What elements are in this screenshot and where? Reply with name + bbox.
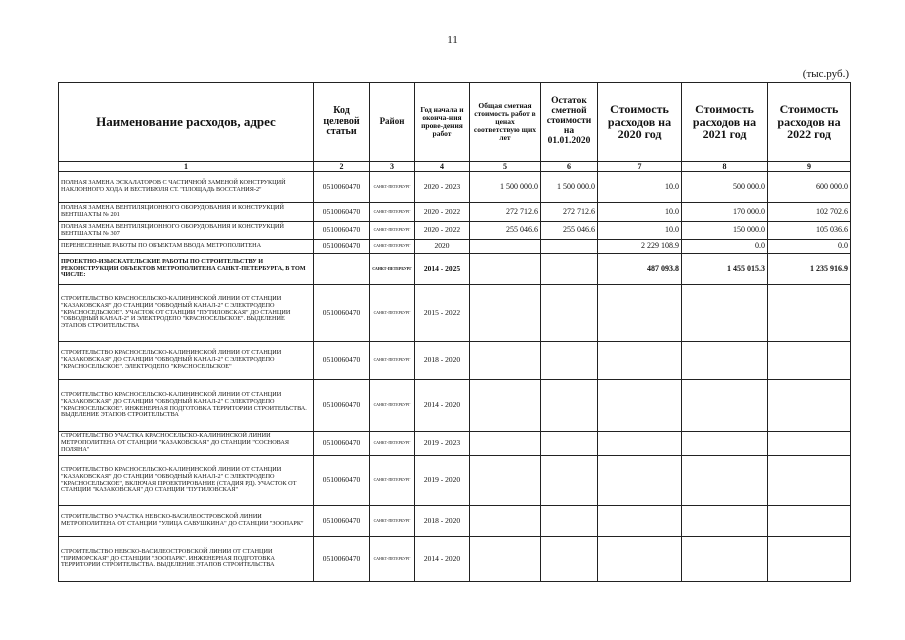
- total-cost-cell: [470, 285, 541, 342]
- table-row: [59, 285, 851, 342]
- header-cost-2022: Стоимость расходов на 2022 год: [768, 83, 851, 162]
- cost-2020-cell: 487 093.8: [598, 254, 682, 285]
- target-code-cell: 0510060470: [314, 456, 370, 506]
- target-code-cell: 0510060470: [314, 203, 370, 222]
- cost-2021-cell: [682, 456, 768, 506]
- remaining-cost-cell: [541, 240, 598, 254]
- work-period-cell: 2018 - 2020: [415, 342, 470, 380]
- total-cost-cell: [470, 537, 541, 582]
- district-cell: САНКТ-ПЕТЕРБУРГ: [370, 506, 415, 537]
- expense-name-cell: СТРОИТЕЛЬСТВО КРАСНОСЕЛЬСКО-КАЛИНИНСКОЙ ЛИНИИ ОТ СТАНЦИИ "КАЗАКОВСКАЯ" ДО СТАНЦИИ "ОБВОДНЫЙ КАНАЛ-2" С ЭЛЕКТРОДЕПО "КРАСНОСЕЛЬСКОЕ". ЭЛЕКТРОДЕПО "КРАСНОСЕЛЬСКОЕ": [59, 342, 314, 380]
- remaining-cost-cell: [541, 456, 598, 506]
- work-period-cell: 2014 - 2025: [415, 254, 470, 285]
- expense-name-cell: СТРОИТЕЛЬСТВО КРАСНОСЕЛЬСКО-КАЛИНИНСКОЙ ЛИНИИ ОТ СТАНЦИИ "КАЗАКОВСКАЯ" ДО СТАНЦИИ "ОБВОДНЫЙ КАНАЛ-2" С ЭЛЕКТРОДЕПО "КРАСНОСЕЛЬСКОЕ", ВКЛЮЧАЯ ПРОЕКТИРОВАНИЕ (СТАДИЯ РД). УЧАСТОК ОТ СТАНЦИИ "КАЗАКОВСКАЯ" ДО СТАНЦИИ "ПУТИЛОВСКАЯ": [59, 456, 314, 506]
- work-period-cell: 2014 - 2020: [415, 537, 470, 582]
- total-cost-cell: [470, 432, 541, 456]
- header-remaining-cost: Остаток сметной стоимости на 01.01.2020: [541, 83, 598, 162]
- district-cell: САНКТ-ПЕТЕРБУРГ: [370, 172, 415, 203]
- column-number: 2: [314, 162, 370, 172]
- district-cell: САНКТ-ПЕТЕРБУРГ: [370, 240, 415, 254]
- total-cost-cell: [470, 254, 541, 285]
- target-code-cell: 0510060470: [314, 506, 370, 537]
- table-row: [59, 342, 851, 380]
- table-row: [59, 222, 851, 240]
- target-code-cell: 0510060470: [314, 380, 370, 432]
- total-cost-cell: [470, 456, 541, 506]
- column-number-row: [59, 162, 851, 172]
- column-number: 5: [470, 162, 541, 172]
- column-number: 9: [768, 162, 851, 172]
- district-cell: САНКТ-ПЕТЕРБУРГ: [370, 432, 415, 456]
- header-row: [59, 83, 851, 162]
- header-code: Код целевой статьи: [314, 83, 370, 162]
- remaining-cost-cell: [541, 432, 598, 456]
- cost-2022-cell: 0.0: [768, 240, 851, 254]
- table-row: [59, 203, 851, 222]
- cost-2020-cell: [598, 285, 682, 342]
- total-cost-cell: 1 500 000.0: [470, 172, 541, 203]
- remaining-cost-cell: 1 500 000.0: [541, 172, 598, 203]
- header-cost-2021: Стоимость расходов на 2021 год: [682, 83, 768, 162]
- cost-2021-cell: [682, 380, 768, 432]
- cost-2021-cell: 0.0: [682, 240, 768, 254]
- budget-table: [58, 82, 851, 582]
- cost-2020-cell: 2 229 108.9: [598, 240, 682, 254]
- table-row: [59, 240, 851, 254]
- district-cell: САНКТ-ПЕТЕРБУРГ: [370, 254, 415, 285]
- district-cell: САНКТ-ПЕТЕРБУРГ: [370, 456, 415, 506]
- remaining-cost-cell: [541, 254, 598, 285]
- cost-2020-cell: 10.0: [598, 172, 682, 203]
- remaining-cost-cell: [541, 380, 598, 432]
- remaining-cost-cell: 272 712.6: [541, 203, 598, 222]
- cost-2021-cell: 150 000.0: [682, 222, 768, 240]
- header-total-cost: Общая сметная стоимость работ в ценах соответствую щих лет: [470, 83, 541, 162]
- work-period-cell: 2018 - 2020: [415, 506, 470, 537]
- total-cost-cell: [470, 240, 541, 254]
- expense-name-cell: ПОЛНАЯ ЗАМЕНА ВЕНТИЛЯЦИОННОГО ОБОРУДОВАНИЯ И КОНСТРУКЦИЙ ВЕНТШАХТЫ № 307: [59, 222, 314, 240]
- work-period-cell: 2020 - 2023: [415, 172, 470, 203]
- expense-name-cell: СТРОИТЕЛЬСТВО НЕВСКО-ВАСИЛЕОСТРОВСКОЙ ЛИНИИ ОТ СТАНЦИИ "ПРИМОРСКАЯ" ДО СТАНЦИИ "ЗООПАРК". ИНЖЕНЕРНАЯ ПОДГОТОВКА ТЕРРИТОРИИ СТРОИТЕЛЬСТВА. ВЫДЕЛЕНИЕ ЭТАПОВ СТРОИТЕЛЬСТВА: [59, 537, 314, 582]
- work-period-cell: 2019 - 2020: [415, 456, 470, 506]
- work-period-cell: 2020 - 2022: [415, 203, 470, 222]
- header-cost-2020: Стоимость расходов на 2020 год: [598, 83, 682, 162]
- column-number: 1: [59, 162, 314, 172]
- district-cell: САНКТ-ПЕТЕРБУРГ: [370, 285, 415, 342]
- target-code-cell: 0510060470: [314, 432, 370, 456]
- target-code-cell: 0510060470: [314, 342, 370, 380]
- header-name: Наименование расходов, адрес: [59, 83, 314, 162]
- table-row: [59, 172, 851, 203]
- cost-2020-cell: [598, 506, 682, 537]
- expense-name-cell: ПЕРЕНЕСЕННЫЕ РАБОТЫ ПО ОБЪЕКТАМ ВВОДА МЕТРОПОЛИТЕНА: [59, 240, 314, 254]
- target-code-cell: 0510060470: [314, 285, 370, 342]
- remaining-cost-cell: [541, 285, 598, 342]
- remaining-cost-cell: [541, 506, 598, 537]
- cost-2020-cell: 10.0: [598, 222, 682, 240]
- district-cell: САНКТ-ПЕТЕРБУРГ: [370, 203, 415, 222]
- cost-2021-cell: 500 000.0: [682, 172, 768, 203]
- cost-2022-cell: [768, 456, 851, 506]
- cost-2022-cell: [768, 380, 851, 432]
- remaining-cost-cell: [541, 342, 598, 380]
- cost-2022-cell: 102 702.6: [768, 203, 851, 222]
- cost-2020-cell: [598, 342, 682, 380]
- district-cell: САНКТ-ПЕТЕРБУРГ: [370, 222, 415, 240]
- cost-2022-cell: 1 235 916.9: [768, 254, 851, 285]
- work-period-cell: 2015 - 2022: [415, 285, 470, 342]
- cost-2022-cell: 600 000.0: [768, 172, 851, 203]
- table-row: [59, 456, 851, 506]
- column-number: 3: [370, 162, 415, 172]
- cost-2021-cell: [682, 506, 768, 537]
- column-number: 4: [415, 162, 470, 172]
- total-cost-cell: 255 046.6: [470, 222, 541, 240]
- cost-2022-cell: [768, 285, 851, 342]
- expense-name-cell: СТРОИТЕЛЬСТВО КРАСНОСЕЛЬСКО-КАЛИНИНСКОЙ ЛИНИИ ОТ СТАНЦИИ "КАЗАКОВСКАЯ" ДО СТАНЦИИ "ОБВОДНЫЙ КАНАЛ-2" С ЭЛЕКТРОДЕПО "КРАСНОСЕЛЬСКОЕ". ИНЖЕНЕРНАЯ ПОДГОТОВКА ТЕРРИТОРИИ СТРОИТЕЛЬСТВА. ВЫДЕЛЕНИЕ ЭТАПОВ СТРОИТЕЛЬСТВА: [59, 380, 314, 432]
- target-code-cell: 0510060470: [314, 222, 370, 240]
- remaining-cost-cell: 255 046.6: [541, 222, 598, 240]
- district-cell: САНКТ-ПЕТЕРБУРГ: [370, 537, 415, 582]
- table-row: [59, 506, 851, 537]
- target-code-cell: 0510060470: [314, 172, 370, 203]
- expense-name-cell: ПОЛНАЯ ЗАМЕНА ВЕНТИЛЯЦИОННОГО ОБОРУДОВАНИЯ И КОНСТРУКЦИЙ ВЕНТШАХТЫ № 201: [59, 203, 314, 222]
- table-row: [59, 254, 851, 285]
- table-row: [59, 380, 851, 432]
- table-row: [59, 432, 851, 456]
- header-period: Год начала и оконча-ния прове-дения работ: [415, 83, 470, 162]
- cost-2021-cell: [682, 537, 768, 582]
- cost-2022-cell: 105 036.6: [768, 222, 851, 240]
- cost-2022-cell: [768, 432, 851, 456]
- cost-2020-cell: 10.0: [598, 203, 682, 222]
- district-cell: САНКТ-ПЕТЕРБУРГ: [370, 380, 415, 432]
- cost-2021-cell: [682, 432, 768, 456]
- cost-2021-cell: 1 455 015.3: [682, 254, 768, 285]
- expense-name-cell: ПРОЕКТНО-ИЗЫСКАТЕЛЬСКИЕ РАБОТЫ ПО СТРОИТЕЛЬСТВУ И РЕКОНСТРУКЦИИ ОБЪЕКТОВ МЕТРОПОЛИТЕНА САНКТ-ПЕТЕРБУРГА, В ТОМ ЧИСЛЕ:: [59, 254, 314, 285]
- cost-2020-cell: [598, 432, 682, 456]
- total-cost-cell: [470, 380, 541, 432]
- work-period-cell: 2014 - 2020: [415, 380, 470, 432]
- column-number: 7: [598, 162, 682, 172]
- expense-name-cell: СТРОИТЕЛЬСТВО УЧАСТКА КРАСНОСЕЛЬСКО-КАЛИНИНСКОЙ ЛИНИИ МЕТРОПОЛИТЕНА ОТ СТАНЦИИ "КАЗАКОВСКАЯ" ДО СТАНЦИИ "СОСНОВАЯ ПОЛЯНА": [59, 432, 314, 456]
- cost-2020-cell: [598, 380, 682, 432]
- target-code-cell: [314, 254, 370, 285]
- cost-2022-cell: [768, 537, 851, 582]
- column-number: 8: [682, 162, 768, 172]
- cost-2020-cell: [598, 456, 682, 506]
- total-cost-cell: [470, 342, 541, 380]
- cost-2021-cell: [682, 342, 768, 380]
- work-period-cell: 2020 - 2022: [415, 222, 470, 240]
- target-code-cell: 0510060470: [314, 537, 370, 582]
- expense-name-cell: СТРОИТЕЛЬСТВО УЧАСТКА НЕВСКО-ВАСИЛЕОСТРОВСКОЙ ЛИНИИ МЕТРОПОЛИТЕНА ОТ СТАНЦИИ "УЛИЦА САВУШКИНА" ДО СТАНЦИИ "ЗООПАРК": [59, 506, 314, 537]
- cost-2020-cell: [598, 537, 682, 582]
- target-code-cell: 0510060470: [314, 240, 370, 254]
- cost-2021-cell: 170 000.0: [682, 203, 768, 222]
- table-row: [59, 537, 851, 582]
- expense-name-cell: ПОЛНАЯ ЗАМЕНА ЭСКАЛАТОРОВ С ЧАСТИЧНОЙ ЗАМЕНОЙ КОНСТРУКЦИЙ НАКЛОННОГО ХОДА И ВЕСТИБЮЛЯ СТ. "ПЛОЩАДЬ ВОССТАНИЯ-2": [59, 172, 314, 203]
- cost-2022-cell: [768, 506, 851, 537]
- units-label: (тыс.руб.): [802, 68, 849, 80]
- cost-2021-cell: [682, 285, 768, 342]
- remaining-cost-cell: [541, 537, 598, 582]
- work-period-cell: 2019 - 2023: [415, 432, 470, 456]
- district-cell: САНКТ-ПЕТЕРБУРГ: [370, 342, 415, 380]
- work-period-cell: 2020: [415, 240, 470, 254]
- expense-name-cell: СТРОИТЕЛЬСТВО КРАСНОСЕЛЬСКО-КАЛИНИНСКОЙ ЛИНИИ ОТ СТАНЦИИ "КАЗАКОВСКАЯ" ДО СТАНЦИИ "ОБВОДНЫЙ КАНАЛ-2" С ЭЛЕКТРОДЕПО "КРАСНОСЕЛЬСКОЕ". УЧАСТОК ОТ СТАНЦИИ "ПУТИЛОВСКАЯ" ДО СТАНЦИИ "ОБВОДНЫЙ КАНАЛ-2" И ЭЛЕКТРОДЕПО "КРАСНОСЕЛЬСКОЕ". ВЫДЕЛЕНИЕ ЭТАПОВ СТРОИТЕЛЬСТВА: [59, 285, 314, 342]
- column-number: 6: [541, 162, 598, 172]
- total-cost-cell: [470, 506, 541, 537]
- header-district: Район: [370, 83, 415, 162]
- cost-2022-cell: [768, 342, 851, 380]
- page-number: 11: [447, 34, 458, 46]
- total-cost-cell: 272 712.6: [470, 203, 541, 222]
